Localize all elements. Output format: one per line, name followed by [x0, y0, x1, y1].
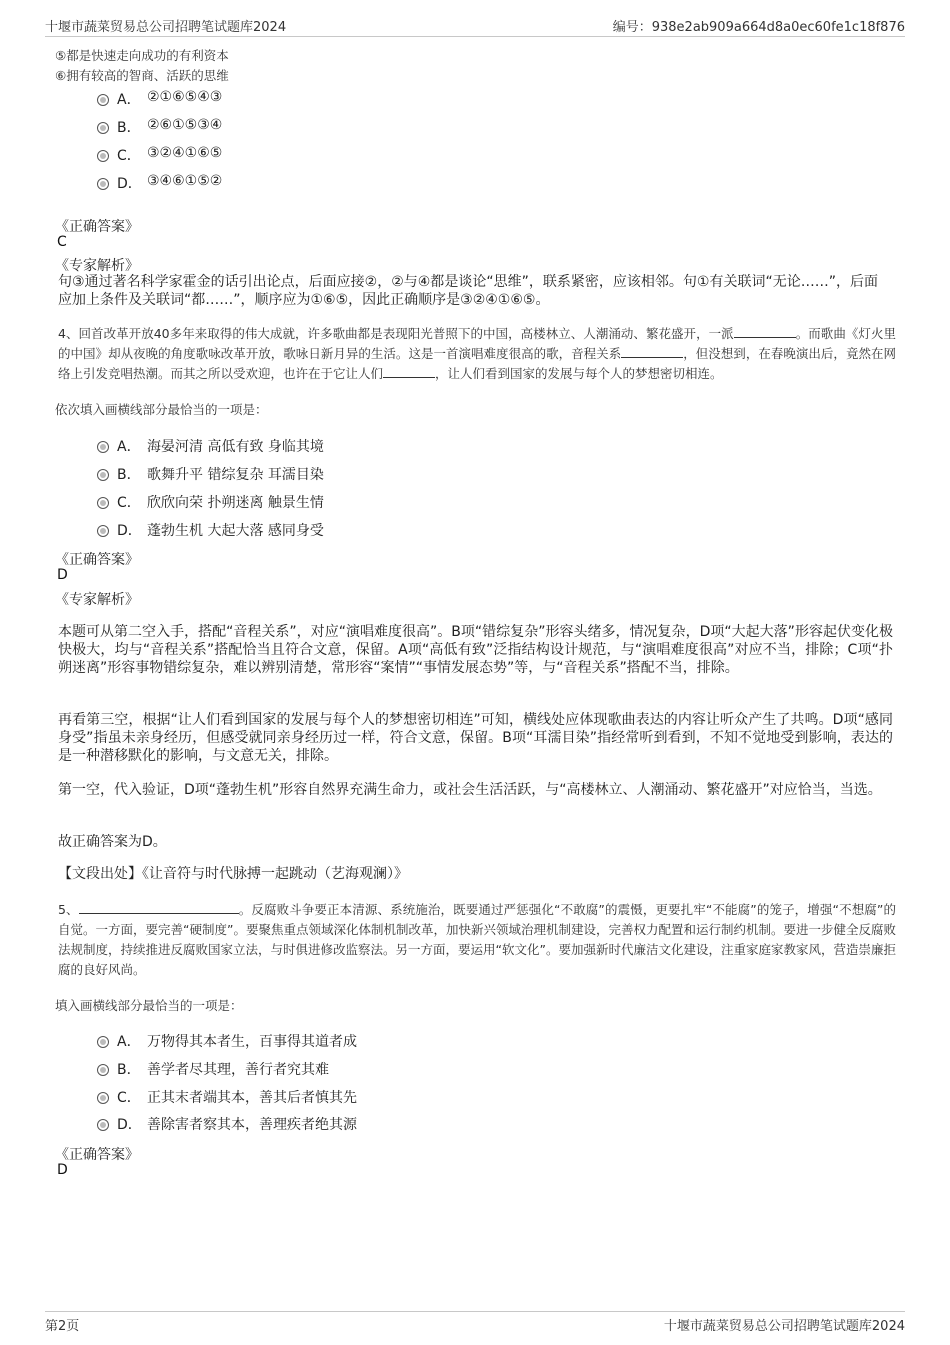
option-text: 蓬勃生机 大起大落 感同身受 [147, 523, 324, 539]
radio-icon[interactable] [97, 178, 109, 190]
option-letter: A． [117, 92, 141, 108]
blank-line [79, 901, 239, 914]
q5-number: 5、 [58, 902, 79, 917]
q4-answer: D [57, 567, 68, 583]
q3-line-6: ⑥拥有较高的智商、活跃的思维 [55, 68, 229, 83]
radio-icon[interactable] [97, 94, 109, 106]
option-letter: B． [117, 120, 141, 136]
radio-icon[interactable] [97, 1092, 109, 1104]
blank-line [383, 365, 435, 378]
header-title: 十堰市蔬菜贸易总公司招聘笔试题库2024 [45, 20, 287, 35]
q5-answer-label: 《正确答案》 [55, 1147, 139, 1163]
option-letter: C． [117, 495, 141, 511]
option-text: 欣欣向荣 扑朔迷离 触景生情 [147, 495, 324, 511]
q3-line-5: ⑤都是快速走向成功的有利资本 [55, 48, 229, 63]
radio-icon[interactable] [97, 525, 109, 537]
header-doc-id: 编号：938e2ab909a664d8a0ec60fe1c18f876 [612, 20, 905, 35]
q4-stem-part3: ，但没想到，在春晚演出后，竟然在网络上引发竞唱热潮。而其之所以受欢迎，也许在于它让人们 [58, 346, 896, 381]
option-text: ③④⑥①⑤② [147, 173, 223, 189]
option-letter: C． [117, 1090, 141, 1106]
option-letter: B． [117, 467, 141, 483]
q4-analysis-p2: 再看第三空，根据“让人们看到国家的发展与每个人的梦想密切相连”可知，横线处应体现歌曲表达的内容让听众产生了共鸣。D项“感同身受”指虽未亲身经历，但感受就同亲身经历过一样，符合文意，保留。B项“耳濡目染”指经常听到看到，不知不觉地受到影响，表达的是一种潜移默化的影响，与文意无关，排除。 [58, 712, 893, 764]
option-text: ②①⑥⑤④③ [147, 89, 223, 105]
q5-prompt: 填入画横线部分最恰当的一项是： [55, 998, 243, 1013]
q4-answer-label: 《正确答案》 [55, 552, 139, 568]
radio-icon[interactable] [97, 1119, 109, 1131]
option-letter: C． [117, 148, 141, 164]
q4-analysis-label: 《专家解析》 [55, 592, 139, 608]
q3-analysis-label: 《专家解析》 [55, 258, 139, 274]
page-number: 第2页 [45, 1319, 80, 1334]
option-letter: A． [117, 1034, 141, 1050]
footer-title: 十堰市蔬菜贸易总公司招聘笔试题库2024 [663, 1319, 905, 1334]
radio-icon[interactable] [97, 1036, 109, 1048]
blank-line [734, 325, 796, 338]
radio-icon[interactable] [97, 1064, 109, 1076]
option-letter: A． [117, 439, 141, 455]
option-text: 歌舞升平 错综复杂 耳濡目染 [147, 467, 324, 483]
option-text: ③②④①⑥⑤ [147, 145, 223, 161]
q5-answer: D [57, 1162, 68, 1178]
radio-icon[interactable] [97, 469, 109, 481]
blank-line [621, 345, 683, 358]
page-footer [45, 1311, 905, 1336]
radio-icon[interactable] [97, 497, 109, 509]
q4-stem-part2: 。而歌曲《灯火里的中国》却从夜晚的角度歌咏改革开放，歌咏日新月异的生活。这是一首演唱难度很高的歌，音程关系 [58, 326, 896, 361]
radio-icon[interactable] [97, 150, 109, 162]
radio-icon[interactable] [97, 441, 109, 453]
q4-stem-part4: ，让人们看到国家的发展与每个人的梦想密切相连。 [435, 366, 723, 381]
page-header [45, 14, 905, 37]
option-text: 海晏河清 高低有致 身临其境 [147, 439, 324, 455]
option-letter: D． [117, 176, 142, 192]
option-text: ②⑥①⑤③④ [147, 117, 223, 133]
q5-stem [58, 900, 896, 980]
q4-stem [58, 324, 896, 384]
q4-source: 【文段出处】《让音符与时代脉搏一起跳动（艺海观澜）》 [58, 866, 408, 882]
option-text: 正其末者端其本，善其后者慎其先 [147, 1090, 357, 1106]
q4-analysis-p3: 第一空，代入验证，D项“蓬勃生机”形容自然界充满生命力，或社会生活活跃，与“高楼林立、人潮涌动、繁花盛开”对应恰当，当选。 [58, 782, 882, 798]
q4-stem-part1: 4、回首改革开放40多年来取得的伟大成就，许多歌曲都是表现阳光普照下的中国，高楼林立、人潮涌动、繁花盛开，一派 [58, 326, 734, 341]
option-letter: D． [117, 523, 142, 539]
option-text: 万物得其本者生，百事得其道者成 [147, 1034, 357, 1050]
radio-icon[interactable] [97, 122, 109, 134]
option-letter: B． [117, 1062, 141, 1078]
q3-answer-label: 《正确答案》 [55, 219, 139, 235]
option-text: 善除害者察其本，善理疾者绝其源 [147, 1117, 357, 1133]
q3-answer: C [57, 234, 67, 250]
q5-stem-text: 。反腐败斗争要正本清源、系统施治，既要通过严惩强化“不敢腐”的震慑，更要扎牢“不能腐”的笼子，增强“不想腐”的自觉。一方面，要完善“硬制度”。要聚焦重点领域深化体制机制改革，加快新兴领域治理机制建设，完善权力配置和运行制约机制。要进一步健全反腐败法规制度，持续推进反腐败国家立法，与时俱进修改监察法。另一方面，要运用“软文化”。要加强新时代廉洁文化建设，注重家庭家教家风，营造崇廉拒腐的良好风尚。 [58, 902, 896, 977]
q4-prompt: 依次填入画横线部分最恰当的一项是： [55, 402, 268, 417]
q3-analysis: 句③通过著名科学家霍金的话引出论点，后面应接②，②与④都是谈论“思维”，联系紧密，应该相邻。句①有关联词“无论……”，后面应加上条件及关联词“都……”，顺序应为①⑥⑤，因此正确顺序是③②④①⑥⑤。 [58, 274, 878, 308]
option-letter: D． [117, 1117, 142, 1133]
q4-analysis-p4: 故正确答案为D。 [58, 834, 167, 850]
q4-analysis-p1: 本题可从第二空入手，搭配“音程关系”，对应“演唱难度很高”。B项“错综复杂”形容头绪多，情况复杂，D项“大起大落”形容起伏变化极快极大，均与“音程关系”搭配恰当且符合文意，保留。A项“高低有致”泛指结构设计规范，与“演唱难度很高”对应不当，排除；C项“扑朔迷离”形容事物错综复杂，难以辨别清楚，常形容“案情”“事情发展态势”等，与“音程关系”搭配不当，排除。 [58, 624, 893, 676]
option-text: 善学者尽其理，善行者究其难 [147, 1062, 329, 1078]
